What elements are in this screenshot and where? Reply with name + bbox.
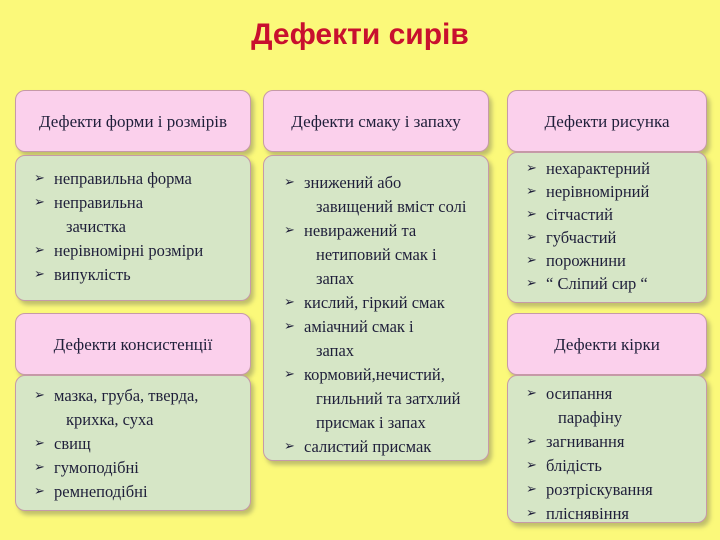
arrow-bullet-icon: ➢ <box>284 295 295 310</box>
list-item-text: гумоподібні <box>54 458 139 477</box>
list-item <box>526 406 700 430</box>
defect-list <box>284 171 482 459</box>
list-item-text: нехарактерний <box>546 159 650 178</box>
list-item <box>34 215 244 239</box>
list-item <box>526 454 700 478</box>
list-item-text: пліснявіння <box>546 504 630 523</box>
pattern-defects-header <box>507 90 707 152</box>
list-item <box>526 478 700 502</box>
arrow-bullet-icon: ➢ <box>34 171 45 186</box>
form-defects-header-label: Дефекти форми і розмірів <box>39 111 227 131</box>
list-item <box>34 167 244 191</box>
defect-list <box>34 384 244 504</box>
arrow-bullet-icon: ➢ <box>34 484 45 499</box>
list-item-text: мазка, груба, тверда, <box>54 386 199 405</box>
consistency-defects-header-label: Дефекти консистенції <box>53 334 213 354</box>
list-item-text: завищений вміст солі <box>316 197 467 216</box>
arrow-bullet-icon: ➢ <box>34 436 45 451</box>
rind-defects-header <box>507 313 707 375</box>
list-item-text: сітчастий <box>546 205 613 224</box>
list-item <box>526 382 700 406</box>
taste-defects-header <box>263 90 489 152</box>
arrow-bullet-icon: ➢ <box>526 207 537 222</box>
arrow-bullet-icon: ➢ <box>526 253 537 268</box>
list-item-text: неправильна форма <box>54 169 192 188</box>
list-item-text: гнильний та затхлий <box>316 389 461 408</box>
arrow-bullet-icon: ➢ <box>526 230 537 245</box>
list-item-text: невиражений та <box>304 221 417 240</box>
list-item-text: блідість <box>546 456 602 475</box>
list-item-text: кислий, гіркий смак <box>304 293 445 312</box>
list-item <box>284 171 482 195</box>
list-item <box>526 180 700 203</box>
taste-defects-list <box>263 155 489 461</box>
list-item <box>34 384 244 408</box>
list-item-text: запах <box>316 269 355 288</box>
list-item <box>34 263 244 287</box>
arrow-bullet-icon: ➢ <box>34 267 45 282</box>
arrow-bullet-icon: ➢ <box>526 386 537 401</box>
list-item-text: аміачний смак і <box>304 317 414 336</box>
list-item <box>284 219 482 243</box>
list-item <box>526 272 700 295</box>
list-item-text: крихка, суха <box>66 410 154 429</box>
page-title: Дефекти сирів <box>251 18 469 51</box>
arrow-bullet-icon: ➢ <box>34 243 45 258</box>
pattern-defects-list <box>507 152 707 303</box>
list-item <box>34 480 244 504</box>
arrow-bullet-icon: ➢ <box>284 175 295 190</box>
list-item-text: присмак і запах <box>316 413 426 432</box>
list-item-text: нерівномірні розміри <box>54 241 204 260</box>
list-item <box>284 339 482 363</box>
list-item-text: парафіну <box>558 408 623 427</box>
list-item-text: осипання <box>546 384 613 403</box>
rind-defects-list <box>507 375 707 523</box>
list-item <box>284 387 482 411</box>
list-item <box>284 291 482 315</box>
arrow-bullet-icon: ➢ <box>284 439 295 454</box>
list-item <box>284 195 482 219</box>
list-item <box>284 267 482 291</box>
arrow-bullet-icon: ➢ <box>284 367 295 382</box>
taste-defects-header-label: Дефекти смаку і запаху <box>291 111 461 131</box>
list-item <box>34 456 244 480</box>
arrow-bullet-icon: ➢ <box>34 388 45 403</box>
list-item-text: салистий присмак <box>304 437 432 456</box>
arrow-bullet-icon: ➢ <box>34 195 45 210</box>
form-defects-list <box>15 155 251 301</box>
arrow-bullet-icon: ➢ <box>526 434 537 449</box>
arrow-bullet-icon: ➢ <box>34 460 45 475</box>
arrow-bullet-icon: ➢ <box>526 506 537 521</box>
rind-defects-header-label: Дефекти кірки <box>554 334 660 354</box>
arrow-bullet-icon: ➢ <box>526 184 537 199</box>
defect-list <box>34 167 244 287</box>
list-item <box>526 157 700 180</box>
list-item-text: “ Сліпий сир “ <box>546 274 648 293</box>
list-item <box>284 363 482 387</box>
list-item-text: загнивання <box>546 432 625 451</box>
list-item-text: розтріскування <box>546 480 653 499</box>
consistency-defects-list <box>15 375 251 511</box>
list-item <box>526 430 700 454</box>
list-item-text: кормовий,нечистий, <box>304 365 445 384</box>
list-item-text: запах <box>316 341 355 360</box>
list-item-text: випуклість <box>54 265 131 284</box>
list-item-text: свищ <box>54 434 91 453</box>
list-item <box>526 502 700 526</box>
list-item <box>34 191 244 215</box>
arrow-bullet-icon: ➢ <box>526 482 537 497</box>
list-item-text: губчастий <box>546 228 617 247</box>
list-item <box>526 203 700 226</box>
arrow-bullet-icon: ➢ <box>526 161 537 176</box>
form-defects-header <box>15 90 251 152</box>
pattern-defects-header-label: Дефекти рисунка <box>544 111 670 131</box>
consistency-defects-header <box>15 313 251 375</box>
list-item <box>34 432 244 456</box>
arrow-bullet-icon: ➢ <box>284 223 295 238</box>
list-item <box>526 226 700 249</box>
list-item <box>34 408 244 432</box>
list-item-text: нерівномірний <box>546 182 650 201</box>
arrow-bullet-icon: ➢ <box>526 458 537 473</box>
defect-list <box>526 157 700 295</box>
list-item-text: порожнини <box>546 251 626 270</box>
list-item-text: неправильна <box>54 193 144 212</box>
list-item-text: ремнеподібні <box>54 482 148 501</box>
list-item-text: зачистка <box>66 217 126 236</box>
arrow-bullet-icon: ➢ <box>284 319 295 334</box>
list-item-text: нетиповий смак і <box>316 245 437 264</box>
list-item-text: знижений або <box>304 173 402 192</box>
list-item <box>284 243 482 267</box>
defect-list <box>526 382 700 526</box>
list-item <box>284 435 482 459</box>
list-item <box>284 411 482 435</box>
list-item <box>526 249 700 272</box>
arrow-bullet-icon: ➢ <box>526 276 537 291</box>
list-item <box>34 239 244 263</box>
list-item <box>284 315 482 339</box>
